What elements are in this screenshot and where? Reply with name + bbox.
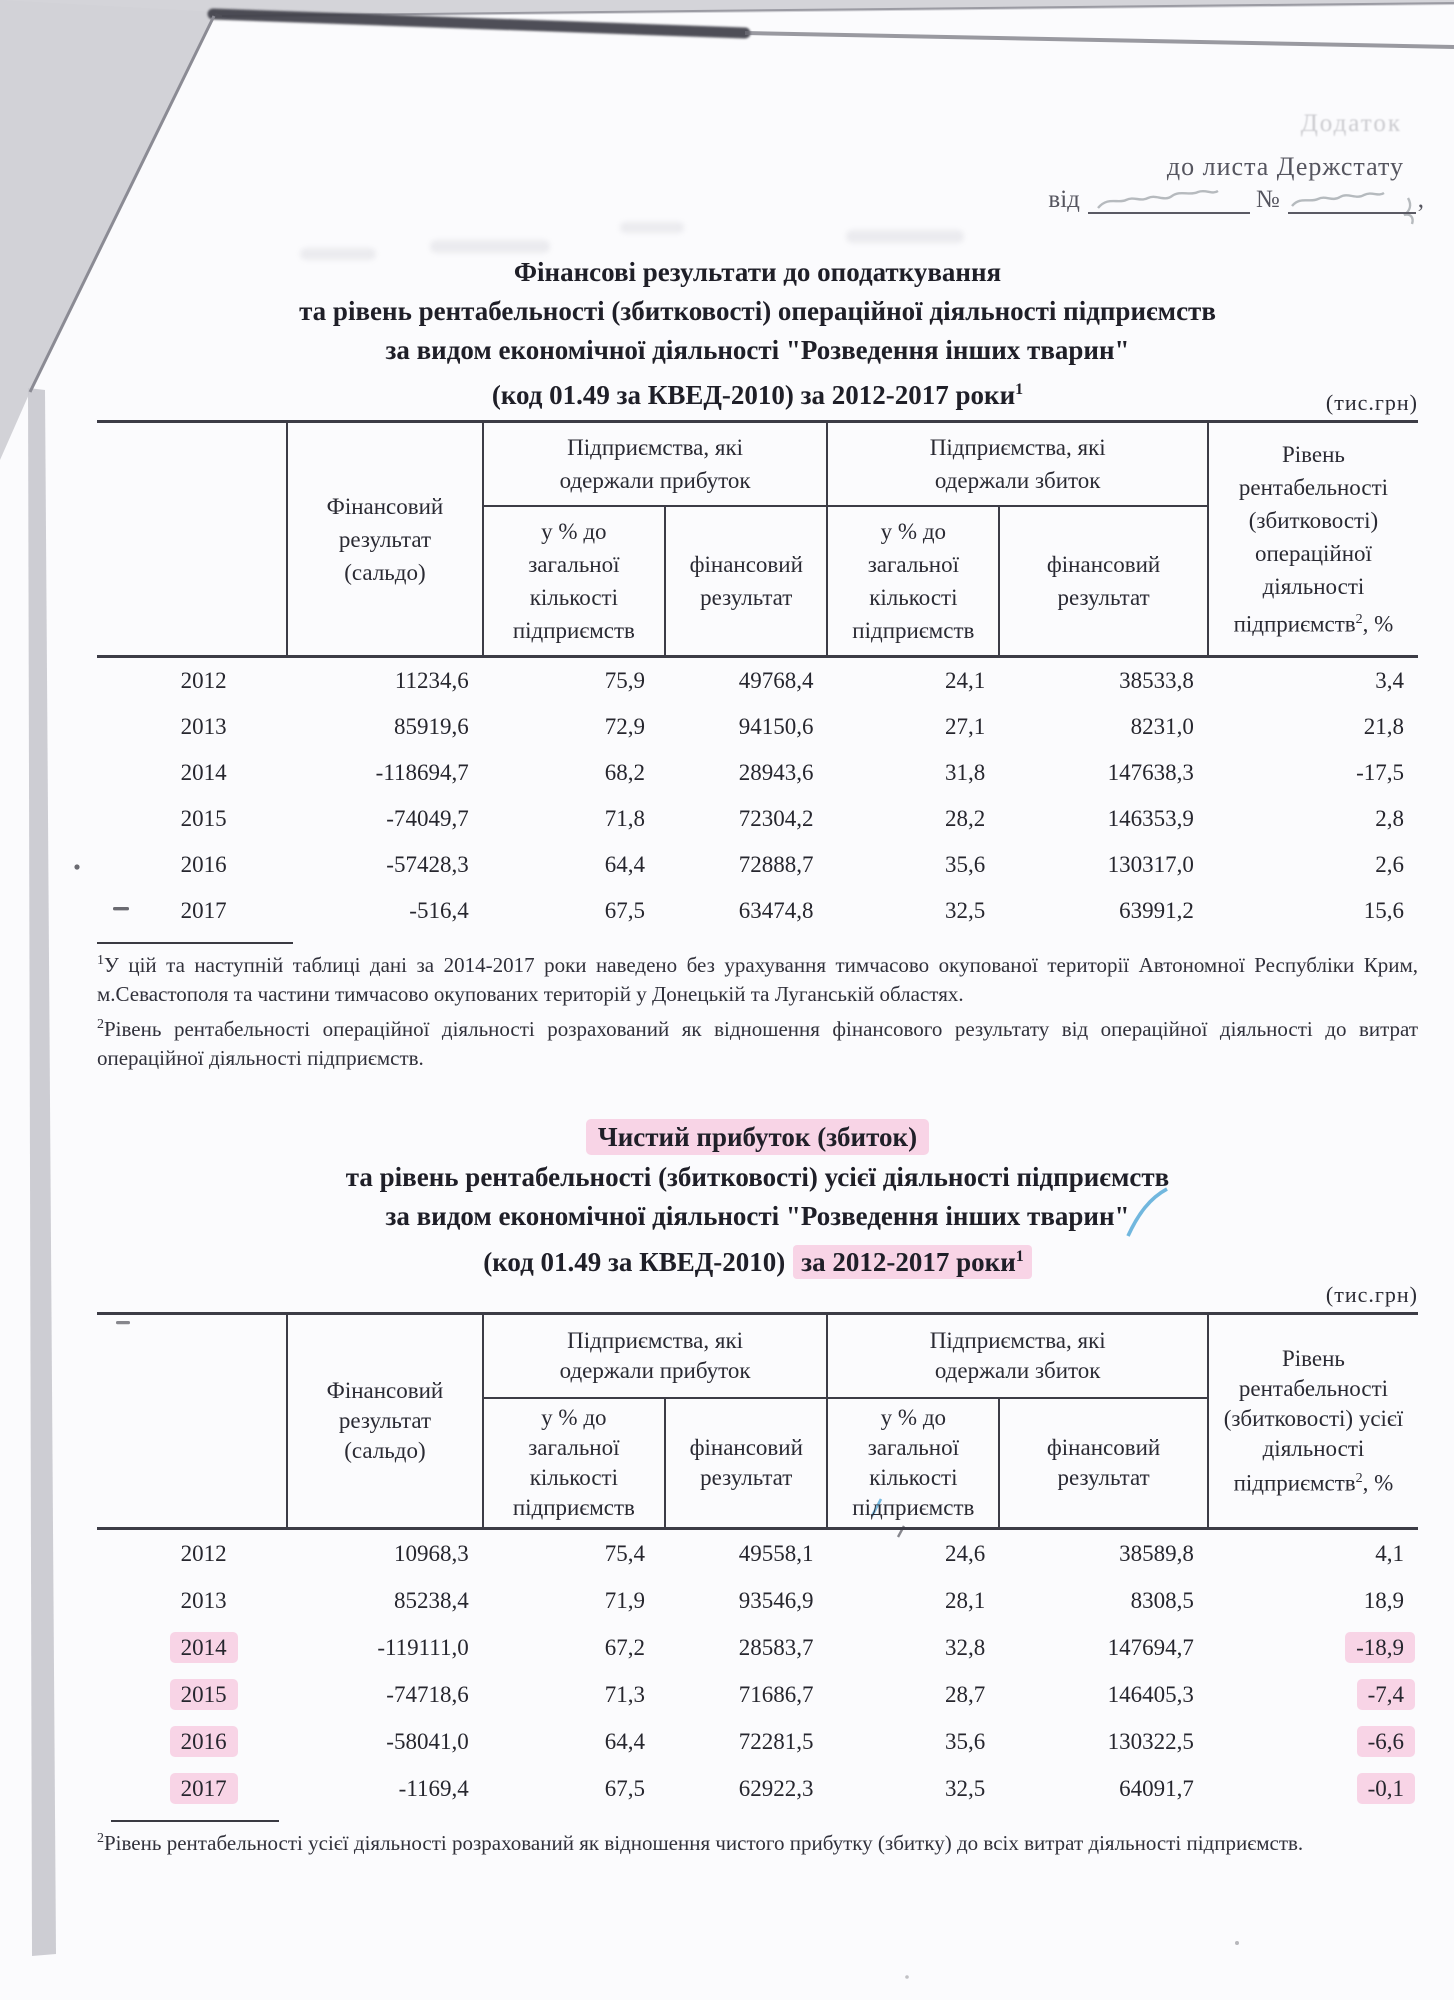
value-cell bbox=[827, 1671, 999, 1718]
year-label: 2016 bbox=[180, 852, 227, 877]
value-cell bbox=[665, 1765, 827, 1812]
value-cell bbox=[483, 704, 665, 750]
value: 64091,7 bbox=[1119, 1775, 1194, 1801]
year-cell bbox=[97, 842, 287, 888]
value-cell bbox=[827, 1718, 999, 1765]
value: 27,1 bbox=[944, 714, 986, 739]
value: 28,1 bbox=[944, 1587, 986, 1613]
table2-section bbox=[97, 1282, 1418, 1858]
footnote-separator bbox=[97, 942, 293, 944]
footnote-ref: 2 bbox=[1355, 611, 1363, 627]
value-cell bbox=[1208, 750, 1418, 796]
pct-of-total-header: у % до загальної кількості підприємств bbox=[483, 1398, 665, 1529]
footnote-ref: 1 bbox=[1015, 381, 1024, 398]
value-cell bbox=[1208, 1577, 1418, 1624]
value: 146405,3 bbox=[1107, 1681, 1194, 1707]
value: 32,5 bbox=[944, 898, 986, 923]
value-cell bbox=[287, 888, 483, 934]
value-cell bbox=[665, 842, 827, 888]
value: 21,8 bbox=[1363, 714, 1404, 739]
year-label: 2015 bbox=[180, 806, 227, 831]
year-column-header bbox=[97, 1314, 287, 1529]
value-cell bbox=[287, 750, 483, 796]
value: -7,4 bbox=[1357, 1679, 1415, 1710]
year-cell bbox=[97, 1529, 287, 1578]
loss-group-header: Підприємства, які одержали збиток bbox=[827, 1314, 1207, 1399]
table-row bbox=[97, 1624, 1418, 1671]
value: 24,1 bbox=[944, 668, 986, 693]
value: 2,6 bbox=[1375, 852, 1404, 877]
table-row bbox=[97, 1671, 1418, 1718]
table-row bbox=[97, 796, 1418, 842]
year-label: 2013 bbox=[180, 1587, 227, 1613]
value-cell bbox=[665, 704, 827, 750]
value-cell bbox=[287, 1765, 483, 1812]
value: 94150,6 bbox=[738, 714, 814, 739]
value: 68,2 bbox=[604, 760, 646, 785]
value-cell bbox=[827, 842, 999, 888]
value-cell bbox=[827, 750, 999, 796]
footnote-1: $^1$У цій та наступній таблиці дані за 2014-2017 роки наведено без урахування тимчасово окупованої території Автономної Республіки Крим, м.Севастополя та частини тимчасово окупованих територій у Донецькій та Луганській областях. bbox=[97, 953, 1418, 1006]
value: 147694,7 bbox=[1107, 1634, 1194, 1660]
value: 71,9 bbox=[604, 1587, 646, 1613]
value: 49558,1 bbox=[738, 1540, 814, 1566]
value: -0,1 bbox=[1357, 1773, 1415, 1804]
highlighted-years: за 2012-2017 роки$^1$ bbox=[793, 1245, 1031, 1279]
year-label: 2013 bbox=[180, 714, 227, 739]
value-cell bbox=[827, 1529, 999, 1578]
letterhead-from-line bbox=[944, 186, 1424, 214]
footnote-marker: 1 bbox=[97, 953, 104, 968]
financial-result-subheader: фінансовий результат bbox=[665, 506, 827, 657]
value-cell bbox=[999, 750, 1208, 796]
value: 75,9 bbox=[604, 668, 646, 693]
year-cell bbox=[97, 1765, 287, 1812]
footnote-2: $^2$Рівень рентабельності усієї діяльності розрахований як відношення чистого прибутку (збитку) до всіх витрат діяльності підприємств. bbox=[97, 1831, 1304, 1855]
value-cell bbox=[483, 842, 665, 888]
value: 38589,8 bbox=[1119, 1540, 1194, 1566]
year-label: 2012 bbox=[180, 668, 227, 693]
value-cell bbox=[999, 842, 1208, 888]
table-row bbox=[97, 1765, 1418, 1812]
value: -57428,3 bbox=[386, 852, 469, 877]
value: 28943,6 bbox=[738, 760, 814, 785]
footnote-separator bbox=[111, 1820, 279, 1822]
value: 49768,4 bbox=[738, 668, 814, 693]
year-label: 2015 bbox=[170, 1679, 238, 1710]
value-cell bbox=[287, 796, 483, 842]
year-label: 2014 bbox=[180, 760, 227, 785]
value: 2,8 bbox=[1375, 806, 1404, 831]
value: 38533,8 bbox=[1119, 668, 1194, 693]
value: 93546,9 bbox=[738, 1587, 814, 1613]
footnote-ref: 1 bbox=[1015, 1247, 1024, 1265]
value-cell bbox=[665, 1718, 827, 1765]
value-cell bbox=[665, 888, 827, 934]
title-line: та рівень рентабельності (збитковості) усієї діяльності підприємств bbox=[345, 1161, 1170, 1192]
value-cell bbox=[665, 1671, 827, 1718]
value: 28,7 bbox=[944, 1681, 986, 1707]
value-cell bbox=[1208, 1765, 1418, 1812]
table-row bbox=[97, 1718, 1418, 1765]
value-cell bbox=[287, 1529, 483, 1578]
value: 15,6 bbox=[1363, 898, 1404, 923]
table1-section bbox=[97, 390, 1418, 1072]
value-cell bbox=[999, 1718, 1208, 1765]
value-cell bbox=[483, 657, 665, 705]
value-cell bbox=[665, 796, 827, 842]
year-cell bbox=[97, 657, 287, 705]
financial-result-subheader: фінансовий результат bbox=[999, 506, 1208, 657]
year-cell bbox=[97, 796, 287, 842]
value: 31,8 bbox=[944, 760, 986, 785]
value-cell bbox=[999, 1529, 1208, 1578]
financial-result-subheader: фінансовий результат bbox=[665, 1398, 827, 1529]
value: -516,4 bbox=[409, 898, 469, 923]
value: -58041,0 bbox=[386, 1728, 469, 1754]
value: 75,4 bbox=[604, 1540, 646, 1566]
value: 35,6 bbox=[944, 852, 986, 877]
value-cell bbox=[1208, 1529, 1418, 1578]
value-cell bbox=[665, 1577, 827, 1624]
date-blank-line bbox=[1088, 190, 1250, 214]
value-cell bbox=[665, 1624, 827, 1671]
value-cell bbox=[1208, 888, 1418, 934]
value-cell bbox=[827, 1577, 999, 1624]
value: 130317,0 bbox=[1107, 852, 1194, 877]
table2-title bbox=[97, 1118, 1418, 1282]
value-cell bbox=[1208, 1671, 1418, 1718]
value: 71686,7 bbox=[738, 1681, 814, 1707]
year-label: 2017 bbox=[170, 1773, 238, 1804]
profitability-level-header: Рівень рентабельності (збитковості) усієї діяльності підприємств$^2$, % bbox=[1208, 1314, 1418, 1529]
profit-group-header: Підприємства, які одержали прибуток bbox=[483, 1314, 828, 1399]
title-line bbox=[97, 1118, 1418, 1158]
year-cell bbox=[97, 704, 287, 750]
year-cell bbox=[97, 1671, 287, 1718]
loss-group-header: Підприємства, які одержали збиток bbox=[827, 422, 1207, 507]
value: 4,1 bbox=[1375, 1540, 1404, 1566]
value: -1169,4 bbox=[398, 1775, 469, 1801]
value-cell bbox=[287, 842, 483, 888]
value: -74049,7 bbox=[386, 806, 469, 831]
value-cell bbox=[827, 1624, 999, 1671]
title-line: за видом економічної діяльності "Розведення інших тварин" bbox=[385, 335, 1130, 365]
value: 32,5 bbox=[944, 1775, 986, 1801]
value: 67,5 bbox=[604, 898, 646, 923]
number-blank-line bbox=[1288, 190, 1416, 214]
financial-result-subheader: фінансовий результат bbox=[999, 1398, 1208, 1529]
value-cell bbox=[287, 657, 483, 705]
value-cell bbox=[827, 657, 999, 705]
value: -119111,0 bbox=[377, 1634, 469, 1660]
pct-of-total-header: у % до загальної кількості підприємств bbox=[483, 506, 665, 657]
value-cell bbox=[483, 796, 665, 842]
footnote-2: $^2$Рівень рентабельності операційної діяльності розрахований як відношення фінансового результату від операційної діяльності до витрат операційної діяльності підприємств. bbox=[97, 1017, 1418, 1070]
value-cell bbox=[665, 750, 827, 796]
year-label: 2017 bbox=[180, 898, 227, 923]
number-label: № bbox=[1255, 186, 1280, 213]
year-column-header bbox=[97, 422, 287, 657]
value-cell bbox=[827, 1765, 999, 1812]
value-cell bbox=[827, 704, 999, 750]
value-cell bbox=[1208, 704, 1418, 750]
value: 85919,6 bbox=[393, 714, 469, 739]
value: 130322,5 bbox=[1107, 1728, 1194, 1754]
appendix-label: Додаток bbox=[1300, 110, 1402, 137]
value-cell bbox=[827, 888, 999, 934]
title-line bbox=[97, 1237, 1418, 1283]
footnote-ref: 2 bbox=[1355, 1470, 1363, 1486]
value: 146353,9 bbox=[1107, 806, 1194, 831]
value-cell bbox=[483, 1671, 665, 1718]
value: -118694,7 bbox=[375, 760, 469, 785]
value: 63474,8 bbox=[738, 898, 814, 923]
value: 64,4 bbox=[604, 1728, 646, 1754]
year-label: 2014 bbox=[170, 1632, 238, 1663]
table-row bbox=[97, 842, 1418, 888]
value: 24,6 bbox=[944, 1540, 986, 1566]
value-cell bbox=[999, 1624, 1208, 1671]
value: 64,4 bbox=[604, 852, 646, 877]
from-label: від bbox=[1048, 186, 1080, 213]
value-cell bbox=[287, 1718, 483, 1765]
year-cell bbox=[97, 1718, 287, 1765]
value: 72281,5 bbox=[738, 1728, 814, 1754]
value: 10968,3 bbox=[393, 1540, 469, 1566]
highlighted-title: Чистий прибуток (збиток) bbox=[586, 1119, 929, 1155]
value-cell bbox=[483, 1529, 665, 1578]
value: 28,2 bbox=[944, 806, 986, 831]
value: 35,6 bbox=[944, 1728, 986, 1754]
value: 85238,4 bbox=[393, 1587, 469, 1613]
value: 72304,2 bbox=[738, 806, 814, 831]
value: 32,8 bbox=[944, 1634, 986, 1660]
value: -74718,6 bbox=[386, 1681, 469, 1707]
value: -18,9 bbox=[1345, 1632, 1415, 1663]
table-row bbox=[97, 750, 1418, 796]
value-cell bbox=[287, 1671, 483, 1718]
value-cell bbox=[287, 1577, 483, 1624]
title-line: Фінансові результати до оподаткування bbox=[513, 257, 1002, 287]
pct-of-total-header: у % до загальної кількості підприємств bbox=[827, 506, 999, 657]
value-cell bbox=[999, 1671, 1208, 1718]
year-cell bbox=[97, 888, 287, 934]
letterhead bbox=[944, 110, 1424, 214]
unit-label: (тис.грн) bbox=[1325, 390, 1418, 415]
value: 147638,3 bbox=[1107, 760, 1194, 785]
value: 71,8 bbox=[604, 806, 646, 831]
value: 11234,6 bbox=[394, 668, 469, 693]
value: 8231,0 bbox=[1130, 714, 1194, 739]
comma-mark: , bbox=[1417, 186, 1424, 213]
profit-group-header: Підприємства, які одержали прибуток bbox=[483, 422, 828, 507]
financial-result-header: Фінансовий результат (сальдо) bbox=[287, 422, 483, 657]
table-row bbox=[97, 1529, 1418, 1578]
year-label: 2016 bbox=[170, 1726, 238, 1757]
title-line-text: (код 01.49 за КВЕД-2010) bbox=[483, 1246, 786, 1277]
value-cell bbox=[827, 796, 999, 842]
value-cell bbox=[483, 1624, 665, 1671]
value-cell bbox=[999, 657, 1208, 705]
footnote-marker: 2 bbox=[97, 1017, 104, 1032]
value: 67,2 bbox=[604, 1634, 646, 1660]
value-cell bbox=[287, 704, 483, 750]
value: 72888,7 bbox=[738, 852, 814, 877]
value-cell bbox=[287, 1624, 483, 1671]
title-line: за видом економічної діяльності "Розведення інших тварин" bbox=[385, 1201, 1130, 1231]
value: -17,5 bbox=[1356, 760, 1404, 785]
value-cell bbox=[999, 1765, 1208, 1812]
table-row bbox=[97, 1577, 1418, 1624]
value-cell bbox=[483, 888, 665, 934]
value: 28583,7 bbox=[738, 1634, 814, 1660]
value-cell bbox=[999, 888, 1208, 934]
value-cell bbox=[1208, 1718, 1418, 1765]
year-cell bbox=[97, 1624, 287, 1671]
value: 71,3 bbox=[604, 1681, 646, 1707]
value-cell bbox=[483, 1577, 665, 1624]
value: 8308,5 bbox=[1130, 1587, 1194, 1613]
financial-results-before-tax-table bbox=[97, 420, 1418, 934]
value-cell bbox=[999, 1577, 1208, 1624]
footnote-marker: 2 bbox=[97, 1831, 104, 1846]
title-line: та рівень рентабельності (збитковості) операційної діяльності підприємств bbox=[299, 296, 1216, 326]
net-profit-table bbox=[97, 1312, 1418, 1812]
year-label: 2012 bbox=[180, 1540, 227, 1566]
value: 63991,2 bbox=[1119, 898, 1194, 923]
value-cell bbox=[1208, 842, 1418, 888]
value-cell bbox=[999, 796, 1208, 842]
value-cell bbox=[999, 704, 1208, 750]
value-cell bbox=[665, 657, 827, 705]
value-cell bbox=[483, 1718, 665, 1765]
value-cell bbox=[483, 1765, 665, 1812]
pct-of-total-header: у % до загальної кількості підприємств bbox=[827, 1398, 999, 1529]
value-cell bbox=[1208, 657, 1418, 705]
value: 18,9 bbox=[1363, 1587, 1404, 1613]
year-cell bbox=[97, 1577, 287, 1624]
table-row bbox=[97, 704, 1418, 750]
value: -6,6 bbox=[1357, 1726, 1415, 1757]
value: 72,9 bbox=[604, 714, 646, 739]
title-line-text: (код 01.49 за КВЕД-2010) за 2012-2017 роки bbox=[491, 380, 1016, 410]
profitability-level-header: Рівень рентабельності (збитковості) операційної діяльності підприємств$^2$, % bbox=[1208, 422, 1418, 657]
value-cell bbox=[483, 750, 665, 796]
table-row bbox=[97, 888, 1418, 934]
year-cell bbox=[97, 750, 287, 796]
table-row bbox=[97, 657, 1418, 705]
financial-result-header: Фінансовий результат (сальдо) bbox=[287, 1314, 483, 1529]
value: 67,5 bbox=[604, 1775, 646, 1801]
value: 3,4 bbox=[1375, 668, 1404, 693]
value-cell bbox=[1208, 796, 1418, 842]
value: 62922,3 bbox=[738, 1775, 814, 1801]
value-cell bbox=[665, 1529, 827, 1578]
letterhead-to-line: до листа Держстату bbox=[1166, 152, 1404, 181]
unit-label: (тис.грн) bbox=[1325, 1282, 1418, 1307]
value-cell bbox=[1208, 1624, 1418, 1671]
